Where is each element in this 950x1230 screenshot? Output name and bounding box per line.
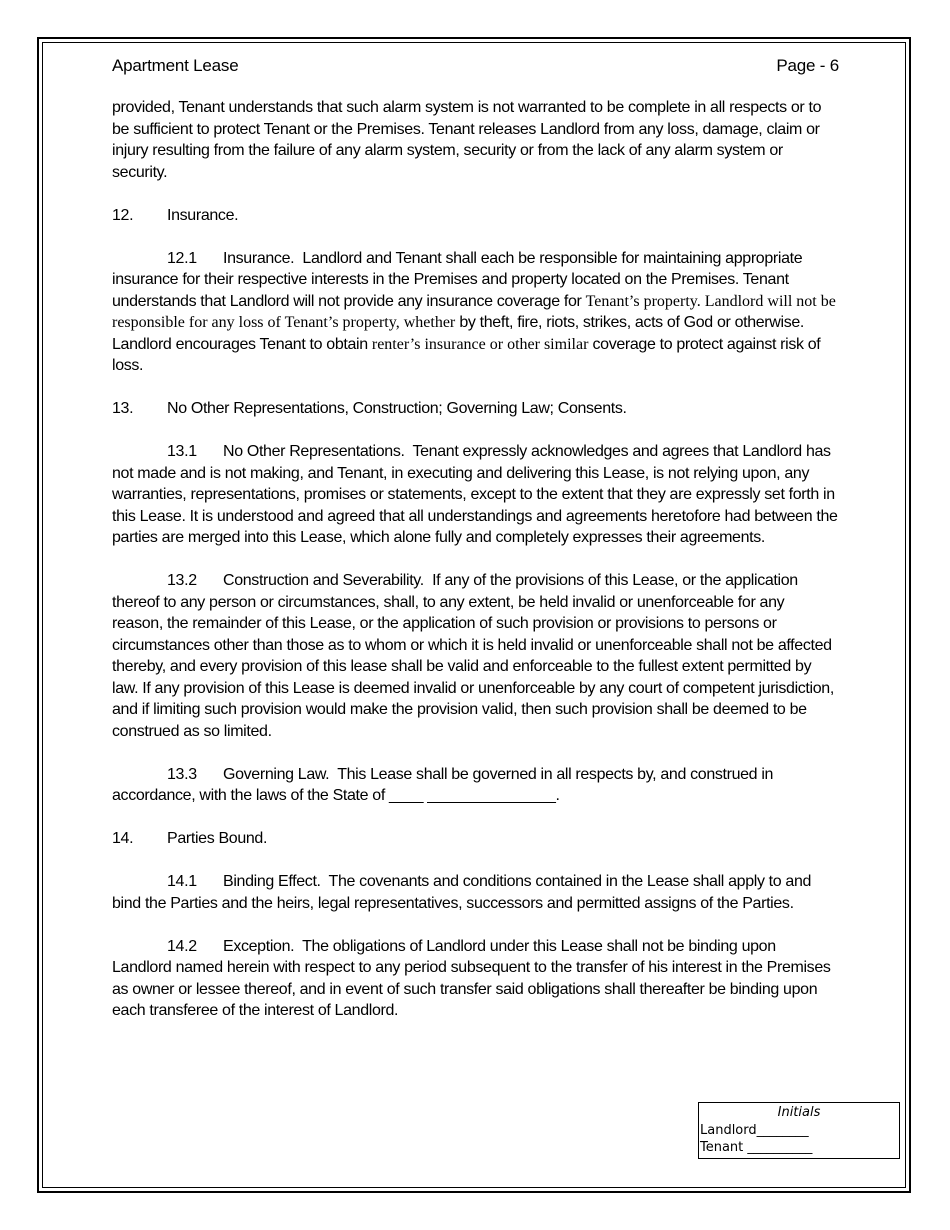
section-title: Parties Bound. xyxy=(167,830,268,847)
clause-heading: Construction and Severability. xyxy=(223,572,424,589)
continuation-paragraph: provided, Tenant understands that such alarm system is not warranted to be complete in all respects or to be sufficient to protect Tenant or the Premises. Tenant releases Landlord from any loss, damage, claim or injury resulting from the failure of any alarm system, security or from the lack of any alarm system or security. xyxy=(112,99,822,181)
clause-text: by theft, fire, riots, strikes, acts of God or otherwise. Landlord encourages Tenant to obtain xyxy=(112,314,804,353)
clause-14-2 xyxy=(112,936,839,1022)
section-14-heading xyxy=(112,828,839,850)
clause-text: Tenant expressly acknowledges and agrees that Landlord has not made and is not making, and Tenant, in executing and delivering this Lease, is not relying upon, any warranties, representations, promises or statements, except to the extent that they are expressly set forth in this Lease. It is understood and agreed that all understandings and agreements heretofore had between the parties are merged into this Lease, which alone fully and completely expresses their agreements. xyxy=(112,443,838,546)
clause-text: This Lease shall be governed in all respects by, and construed in accordance, with the laws of the State of ____ _______________. xyxy=(112,765,774,804)
clause-13-2 xyxy=(112,570,839,742)
section-number: 12. xyxy=(112,206,134,224)
page-number: Page - 6 xyxy=(776,56,839,75)
page-header xyxy=(112,56,839,78)
clause-heading: No Other Representations. xyxy=(223,443,405,460)
clause-13-3 xyxy=(112,764,839,807)
clause-heading: Binding Effect. xyxy=(223,873,321,890)
clause-text: Tenant’s property. Landlord will not be responsible for any loss of Tenant’s property, whether xyxy=(112,292,836,331)
clause-text: Landlord and Tenant shall each be responsible for maintaining appropriate insurance for their respective interests in the Premises and property located on the Premises. Tenant understands that Landlord will not provide any insurance coverage for xyxy=(112,249,803,310)
section-title: No Other Representations, Construction; Governing Law; Consents. xyxy=(167,400,627,417)
section-number: 14. xyxy=(112,830,134,847)
document-body xyxy=(112,97,839,1043)
clause-text: renter’s insurance or other similar xyxy=(371,335,589,353)
section-12-heading xyxy=(112,205,839,227)
clause-text: If any of the provisions of this Lease, or the application thereof to any person or circumstances, shall, to any extent, be held invalid or unenforceable for any reason, the remainder of this Lease, or the application of such provision or provisions to persons or circumstances other than those as to whom or which it is held invalid or unenforceable shall not be affected thereby, and every provision of this lease shall be valid and enforceable to the fullest extent permitted by law. If any provision of this Lease is deemed invalid or unenforceable by any court of competent jurisdiction, and if limiting such provision would make the provision valid, then such provision shall be deemed to be construed as so limited. xyxy=(112,572,834,740)
tenant-initials-field[interactable]: Tenant __________ xyxy=(700,1140,813,1155)
clause-number: 12.1 xyxy=(167,249,197,267)
clause-text: coverage to protect against risk of loss. xyxy=(112,335,821,374)
clause-14-1 xyxy=(112,871,839,914)
section-title: Insurance. xyxy=(167,206,239,224)
clause-number: 14.2 xyxy=(167,937,197,955)
clause-number: 13.2 xyxy=(167,572,197,589)
clause-number: 13.3 xyxy=(167,765,197,783)
clause-13-1 xyxy=(112,441,839,549)
document-title: Apartment Lease xyxy=(112,56,239,75)
clause-text: The covenants and conditions contained in the Lease shall apply to and bind the Parties and the heirs, legal representatives, successors and permitted assigns of the Parties. xyxy=(112,873,812,912)
clause-heading: Exception. xyxy=(223,937,295,955)
section-number: 13. xyxy=(112,400,134,417)
clause-heading: Governing Law. xyxy=(223,765,330,783)
clause-text: The obligations of Landlord under this Lease shall not be binding upon Landlord named herein with respect to any period subsequent to the transfer of his interest in the Premises as owner or lessee thereof, and in event of such transfer said obligations shall thereafter be binding upon each transferee of the interest of Landlord. xyxy=(112,937,831,1019)
clause-number: 14.1 xyxy=(167,873,197,890)
landlord-initials-field[interactable]: Landlord________ xyxy=(700,1122,809,1138)
clause-heading: Insurance. xyxy=(223,249,295,267)
clause-12-1 xyxy=(112,248,839,377)
section-13-heading xyxy=(112,398,839,420)
clause-number: 13.1 xyxy=(167,443,197,460)
initials-box xyxy=(698,1102,900,1159)
initials-title: Initials xyxy=(777,1105,821,1120)
